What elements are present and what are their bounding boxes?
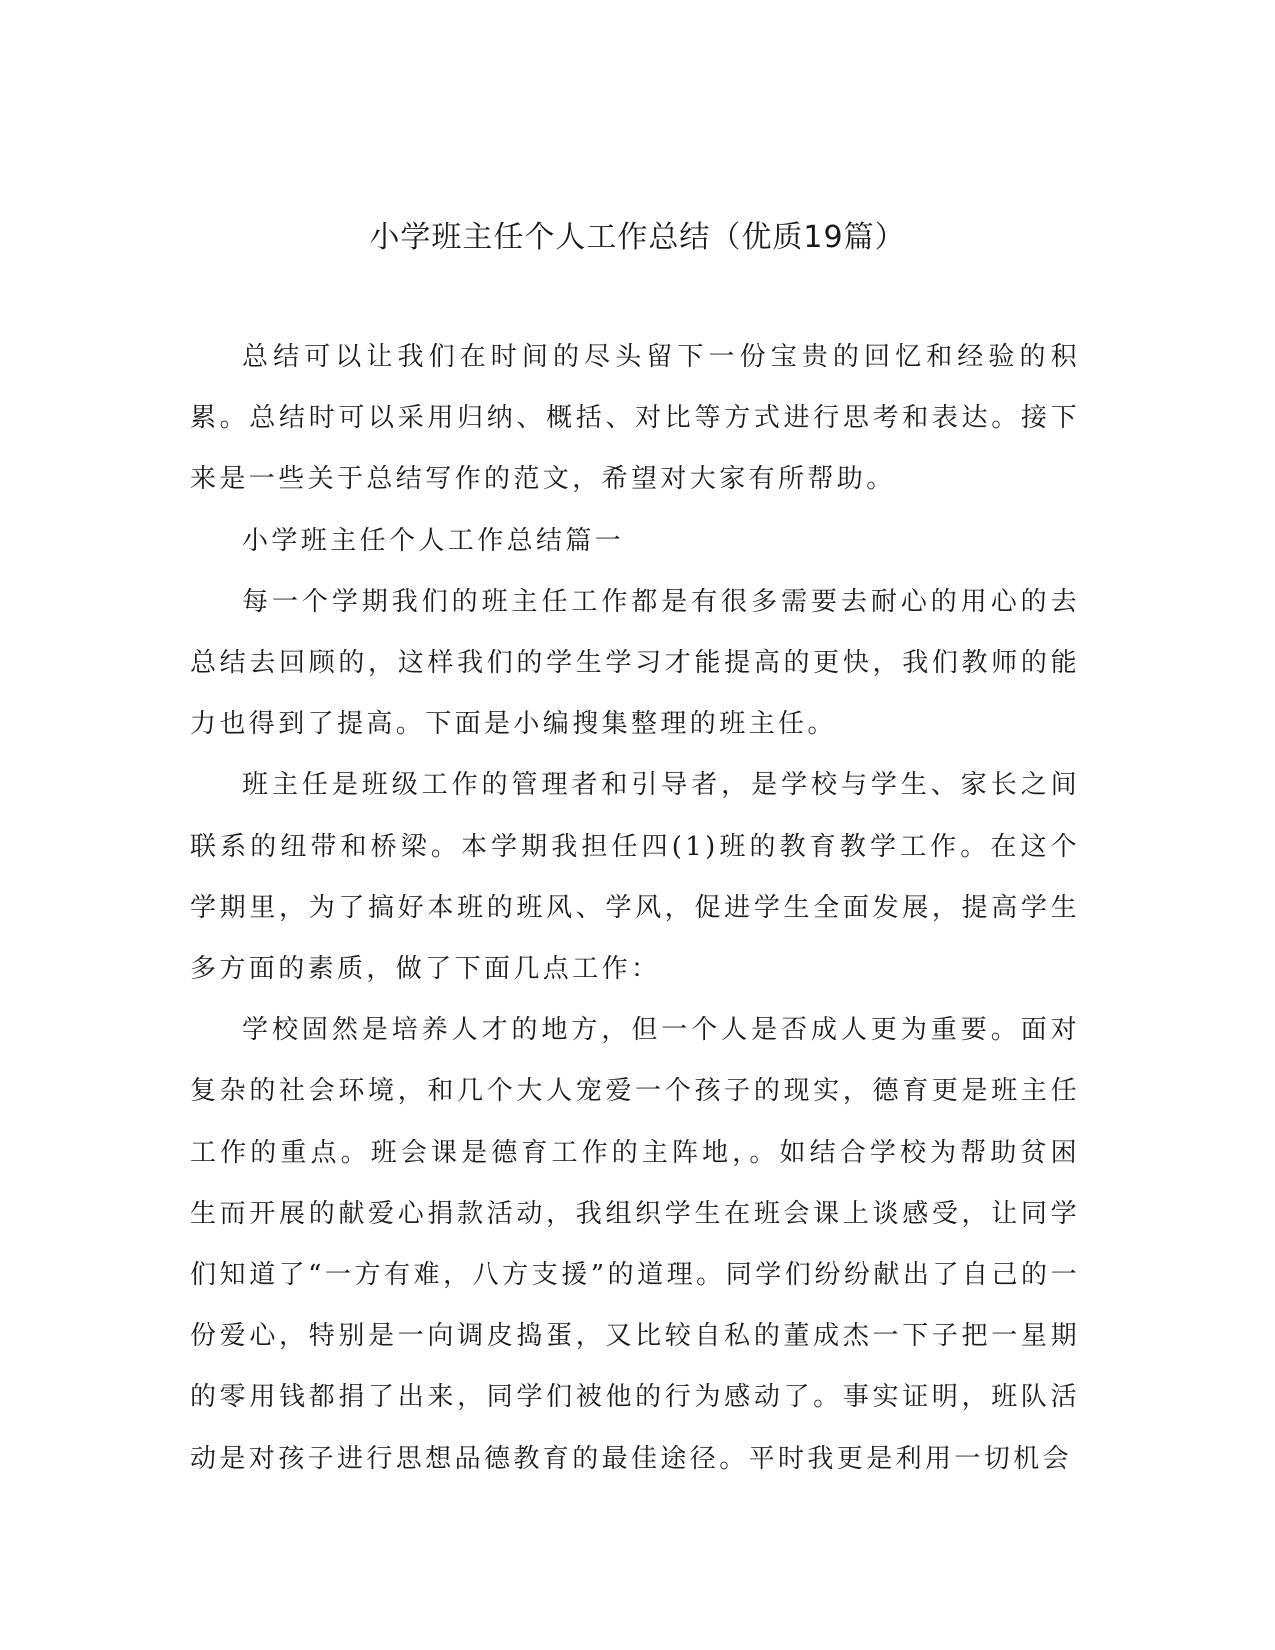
paragraph-2: 班主任是班级工作的管理者和引导者，是学校与学生、家长之间联系的纽带和桥梁。本学期我担任四(1)班的教育教学工作。在这个学期里，为了搞好本班的班风、学风，促进学生全面发展，提高学生多方面的素质，做了下面几点工作： <box>190 770 1080 985</box>
paragraph-3: 学校固然是培养人才的地方，但一个人是否成人更为重要。面对复杂的社会环境，和几个大人宠爱一个孩子的现实，德育更是班主任工作的重点。班会课是德育工作的主阵地，。如结合学校为帮助贫困生而开展的献爱心捐款活动，我组织学生在班会课上谈感受，让同学们知道了“一方有难，八方支援”的道理。同学们纷纷献出了自己的一份爱心，特别是一向调皮捣蛋，又比较自私的董成杰一下子把一星期的零用钱都捐了出来，同学们被他的行为感动了。事实证明，班队活动是对孩子进行思想品德教育的最佳途径。平时我更是利用一切机会 <box>190 1015 1080 1474</box>
document-title: 小学班主任个人工作总结（优质19篇） <box>369 220 906 255</box>
paragraph-intro: 总结可以让我们在时间的尽头留下一份宝贵的回忆和经验的积累。总结时可以采用归纳、概括、对比等方式进行思考和表达。接下来是一些关于总结写作的范文，希望对大家有所帮助。 <box>190 342 1080 495</box>
paragraph-1: 每一个学期我们的班主任工作都是有很多需要去耐心的用心的去总结去回顾的，这样我们的学生学习才能提高的更快，我们教师的能力也得到了提高。下面是小编搜集整理的班主任。 <box>190 586 1080 740</box>
document-body <box>190 327 1080 1490</box>
section-heading: 小学班主任个人工作总结篇一 <box>242 525 625 556</box>
